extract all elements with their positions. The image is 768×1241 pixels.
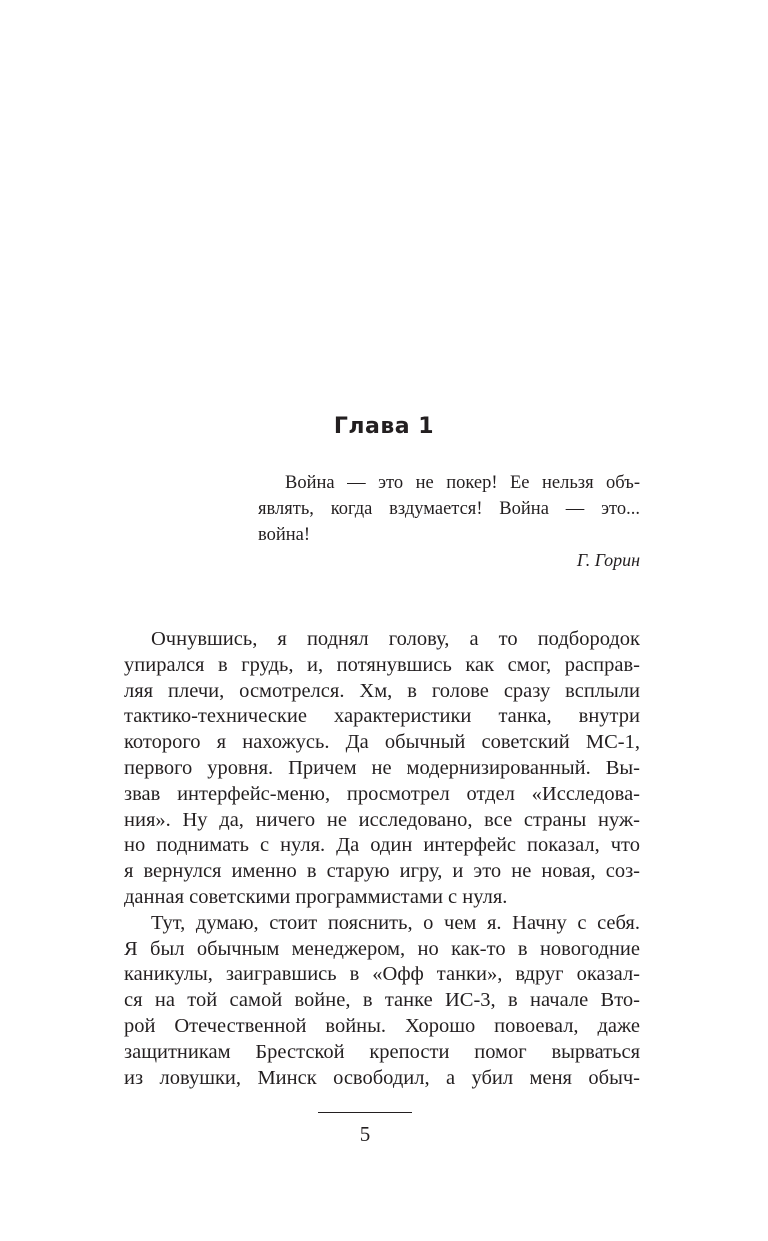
text-line: я вернулся именно в старую игру, и это не новая, соз-	[124, 860, 640, 883]
text-line: Я был обычным менеджером, но как-то в новогодние	[124, 937, 640, 960]
epigraph-line: являть, когда вздумается! Война — это...	[258, 499, 640, 519]
text-line: каникулы, заигравшись в «Офф танки», вдруг оказал-	[124, 963, 640, 986]
epigraph-author: Г. Горин	[576, 550, 640, 570]
text-line: ся на той самой войне, в танке ИС-3, в начале Вто-	[124, 989, 640, 1012]
text-line: рой Отечественной войны. Хорошо повоевал, даже	[124, 1014, 640, 1037]
text-line: Очнувшись, я поднял голову, а то подбородок	[151, 628, 640, 650]
text-line: которого я нахожусь. Да обычный советский МС-1,	[124, 731, 640, 754]
text-line: упирался в грудь, и, потянувшись как смог, расправ-	[124, 653, 640, 676]
text-line: но поднимать с нуля. Да один интерфейс показал, что	[124, 834, 640, 857]
text-line: тактико-технические характеристики танка, внутри	[124, 705, 640, 728]
epigraph	[258, 470, 640, 548]
footer-rule	[318, 1112, 412, 1113]
text-line: из ловушки, Минск освободил, а убил меня обыч-	[124, 1066, 640, 1089]
page-number: 5	[359, 1122, 371, 1146]
text-line: ния». Ну да, ничего не исследовано, все страны нуж-	[124, 808, 640, 831]
text-line: ляя плечи, осмотрелся. Хм, в голове сразу всплыли	[124, 679, 640, 702]
text-line: звав интерфейс-меню, просмотрел отдел «Исследова-	[124, 782, 640, 805]
body-text	[124, 627, 640, 1091]
epigraph-line: Война — это не покер! Ее нельзя объ-	[285, 473, 640, 493]
epigraph-line: война!	[258, 525, 311, 545]
text-line: данная советскими программистами с нуля.	[124, 885, 508, 908]
text-line: Тут, думаю, стоит пояснить, о чем я. Начну с себя.	[151, 911, 640, 934]
chapter-title: Глава 1	[333, 414, 435, 439]
text-line: первого уровня. Причем не модернизированный. Вы-	[124, 756, 640, 779]
text-line: защитникам Брестской крепости помог вырваться	[124, 1040, 640, 1063]
